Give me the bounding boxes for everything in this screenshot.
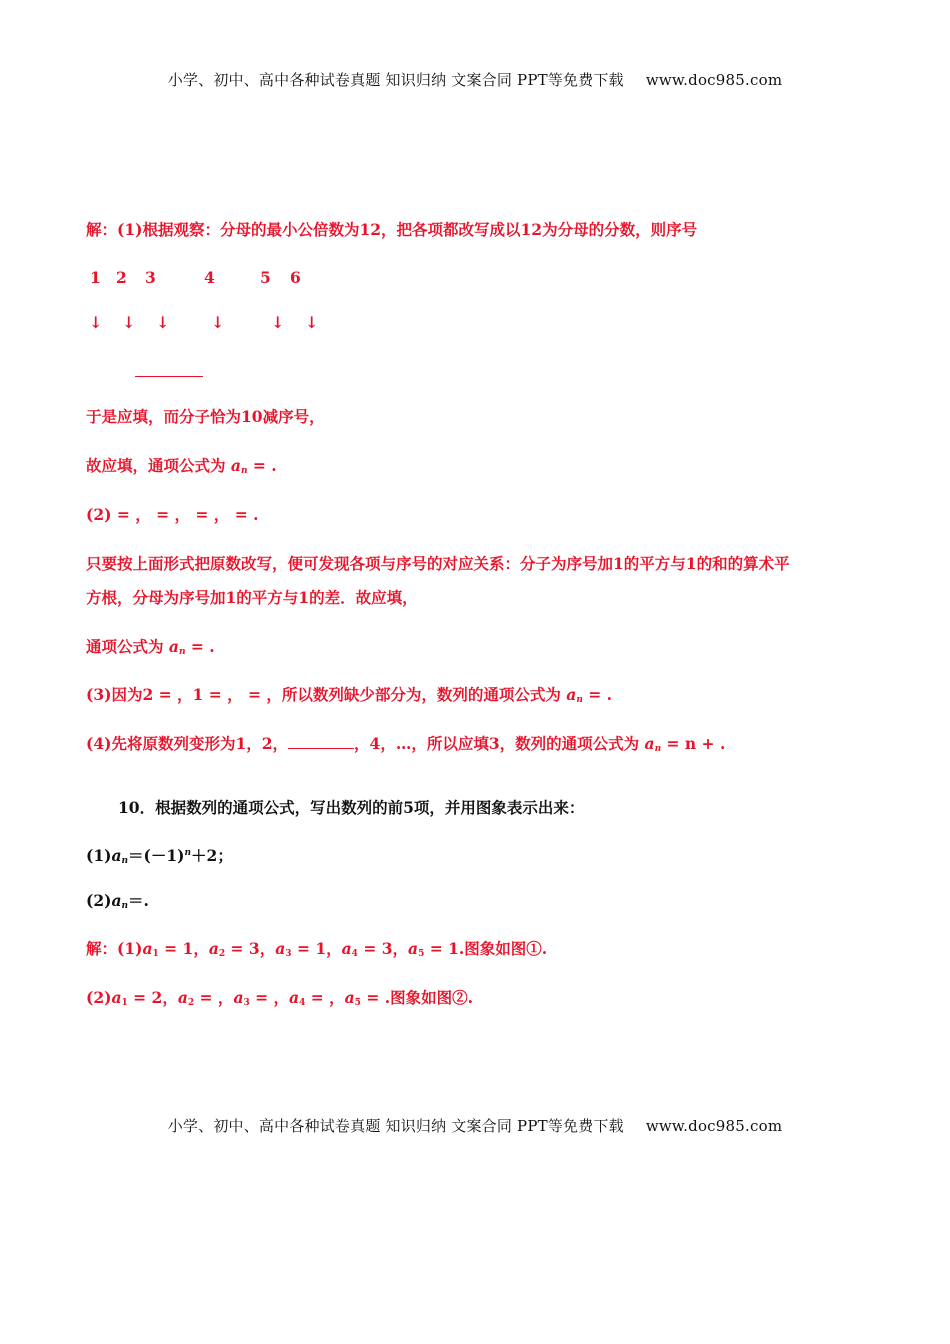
seq-number: 4 [204,268,215,287]
fill-blank [288,735,354,749]
solution-line: 方根，分母为序号加1的平方与1的差．故应填， [86,588,418,607]
down-arrow-icon: ↓ [271,313,285,332]
solution-line: 通项公式为 $a_n$ = . [86,637,215,657]
answer-2: $(2)a_1 = 2$，$a_2$ = ，$a_3$ = ，$a_4$ = ，$a_5$ = .图象如图②. [86,988,474,1008]
solution-line: 于是应填，而分子恰为10减序号， [86,407,325,426]
down-arrow-icon: ↓ [156,313,170,332]
question-10-part-1: $(1)a_n=(-1)^n+2$； [86,846,233,866]
page-header [0,69,950,90]
solution-line: (2) = ， = ， = ， = . [86,505,259,524]
seq-number: 1 [90,268,101,287]
solution-line: 故应填，通项公式为 $a_n$ = . [86,456,277,476]
seq-number: 3 [145,268,156,287]
down-arrow-icon: ↓ [122,313,136,332]
fill-blank-line [135,376,203,377]
page-footer [0,1115,950,1136]
solution-line: 只要按上面形式把原数改写，便可发现各项与序号的对应关系：分子为序号加1的平方与1的和的算术平 [86,554,790,573]
down-arrow-icon: ↓ [89,313,103,332]
solution-1-intro: 解：(1)根据观察：分母的最小公倍数为12，把各项都改写成以12为分母的分数，则序号 [86,220,698,239]
footer-text: 小学、初中、高中各种试卷真题 知识归纳 文案合同 PPT等免费下载 [167,1117,624,1135]
header-text: 小学、初中、高中各种试卷真题 知识归纳 文案合同 PPT等免费下载 [167,71,624,89]
answer-1: 解：$(1)a_1 = 1$，$a_2 = 3$，$a_3 = 1$，$a_4 = 3$，$a_5 = 1$.图象如图①. [86,939,548,959]
down-arrow-icon: ↓ [211,313,225,332]
header-url[interactable]: www.doc985.com [645,71,783,89]
seq-number: 5 [260,268,271,287]
down-arrow-icon: ↓ [305,313,319,332]
question-10-part-2: $(2)a_n=$. [86,891,149,911]
footer-url[interactable]: www.doc985.com [645,1117,783,1135]
seq-number: 2 [116,268,127,287]
seq-number: 6 [290,268,301,287]
solution-line: (4)先将原数列变形为1，2， ，4，…，所以应填3，数列的通项公式为 $a_n = n$ + . [86,734,726,754]
question-10: 10．根据数列的通项公式，写出数列的前5项，并用图象表示出来： [118,798,585,817]
solution-line: (3)因为2 = ，1 = ， = ，所以数列缺少部分为，数列的通项公式为 $a_n$ = . [86,685,613,705]
